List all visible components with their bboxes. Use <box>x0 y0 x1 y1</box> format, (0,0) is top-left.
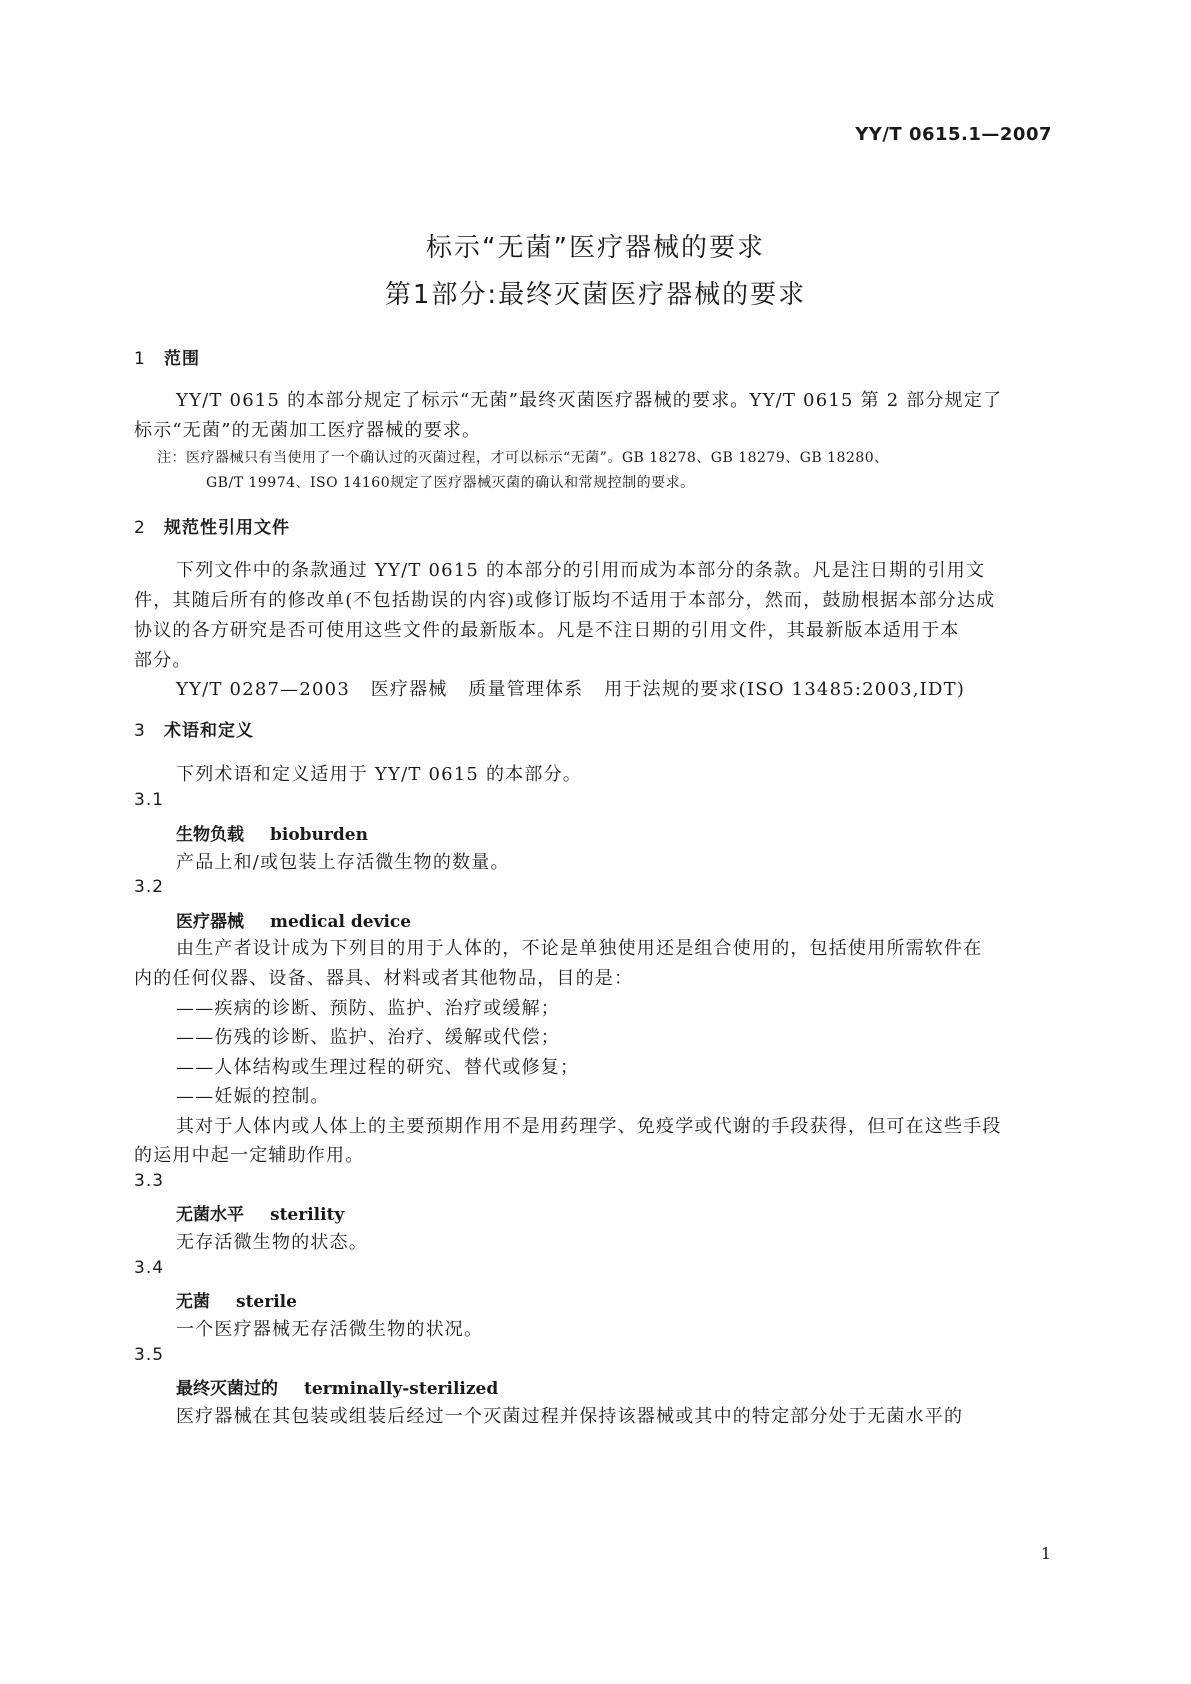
normative-reference: YY/T 0287—2003 医疗器械 质量管理体系 用于法规的要求(ISO 13485:2003,IDT) <box>176 679 966 700</box>
term-zh: 无菌 <box>176 1292 210 1312</box>
section-1-heading <box>134 344 200 369</box>
clause-number: 3.5 <box>134 1345 165 1365</box>
term-zh: 最终灭菌过的 <box>176 1379 278 1399</box>
term-en: sterility <box>270 1205 345 1225</box>
definition: 产品上和/或包装上存活微生物的数量。 <box>176 852 510 873</box>
term-en: bioburden <box>270 825 368 845</box>
paragraph: 下列文件中的条款通过 YY/T 0615 的本部分的引用而成为本部分的条款。凡是注日期的引用文 <box>176 560 986 581</box>
page-number: 1 <box>1040 1544 1051 1563</box>
section-title: 范围 <box>164 349 200 369</box>
paragraph: 标示“无菌”的无菌加工医疗器械的要求。 <box>134 420 482 441</box>
title-line-2: 第1部分:最终灭菌医疗器械的要求 <box>384 280 807 310</box>
section-title: 规范性引用文件 <box>164 518 290 538</box>
list-item: ——人体结构或生理过程的研究、替代或修复； <box>176 1057 580 1078</box>
clause-number: 3.2 <box>134 877 165 897</box>
term <box>176 1374 498 1399</box>
paragraph: 下列术语和定义适用于 YY/T 0615 的本部分。 <box>176 764 583 785</box>
section-number: 1 <box>134 349 146 369</box>
definition: 一个医疗器械无存活微生物的状况。 <box>176 1319 484 1340</box>
term-en: terminally-sterilized <box>304 1379 499 1399</box>
paragraph: 协议的各方研究是否可使用这些文件的最新版本。凡是不注日期的引用文件，其最新版本适用于本 <box>134 620 960 641</box>
title-line-1: 标示“无菌”医疗器械的要求 <box>426 233 765 263</box>
clause-number: 3.4 <box>134 1258 165 1278</box>
clause-number: 3.1 <box>134 790 165 810</box>
definition: 内的任何仪器、设备、器具、材料或者其他物品，目的是： <box>134 968 634 989</box>
list-item: ——伤残的诊断、监护、治疗、缓解或代偿； <box>176 1027 560 1048</box>
term-en: medical device <box>270 912 412 932</box>
definition: 其对于人体内或人体上的主要预期作用不是用药理学、免疫学或代谢的手段获得，但可在这些手段 <box>176 1116 1002 1137</box>
note: 注：医疗器械只有当使用了一个确认过的灭菌过程，才可以标示“无菌”。GB 18278、GB 18279、GB 18280、 <box>157 450 889 466</box>
section-title: 术语和定义 <box>164 721 254 741</box>
definition: 医疗器械在其包装或组装后经过一个灭菌过程并保持该器械或其中的特定部分处于无菌水平的 <box>176 1406 964 1427</box>
term-zh: 医疗器械 <box>176 912 244 932</box>
paragraph: 件，其随后所有的修改单(不包括勘误的内容)或修订版均不适用于本部分，然而，鼓励根据本部分达成 <box>134 590 996 611</box>
section-3-heading <box>134 716 254 741</box>
term <box>176 907 411 932</box>
note-continued: GB/T 19974、ISO 14160规定了医疗器械灭菌的确认和常规控制的要求。 <box>206 475 695 491</box>
list-item: ——妊娠的控制。 <box>176 1086 330 1107</box>
definition: 由生产者设计成为下列目的用于人体的，不论是单独使用还是组合使用的，包括使用所需软件在 <box>176 938 983 959</box>
paragraph: 部分。 <box>134 650 192 671</box>
clause-number: 3.3 <box>134 1171 165 1191</box>
document-code: YY/T 0615.1—2007 <box>855 124 1052 145</box>
term-zh: 无菌水平 <box>176 1205 244 1225</box>
term <box>176 820 368 845</box>
paragraph: YY/T 0615 的本部分规定了标示“无菌”最终灭菌医疗器械的要求。YY/T 0615 第 2 部分规定了 <box>176 390 1003 411</box>
list-item: ——疾病的诊断、预防、监护、治疗或缓解； <box>176 998 560 1019</box>
term <box>176 1200 344 1225</box>
section-number: 2 <box>134 518 146 538</box>
definition: 无存活微生物的状态。 <box>176 1232 368 1253</box>
term-zh: 生物负载 <box>176 825 244 845</box>
term-en: sterile <box>236 1292 297 1312</box>
term <box>176 1287 297 1312</box>
section-number: 3 <box>134 721 146 741</box>
section-2-heading <box>134 513 290 538</box>
definition: 的运用中起一定辅助作用。 <box>134 1145 365 1166</box>
